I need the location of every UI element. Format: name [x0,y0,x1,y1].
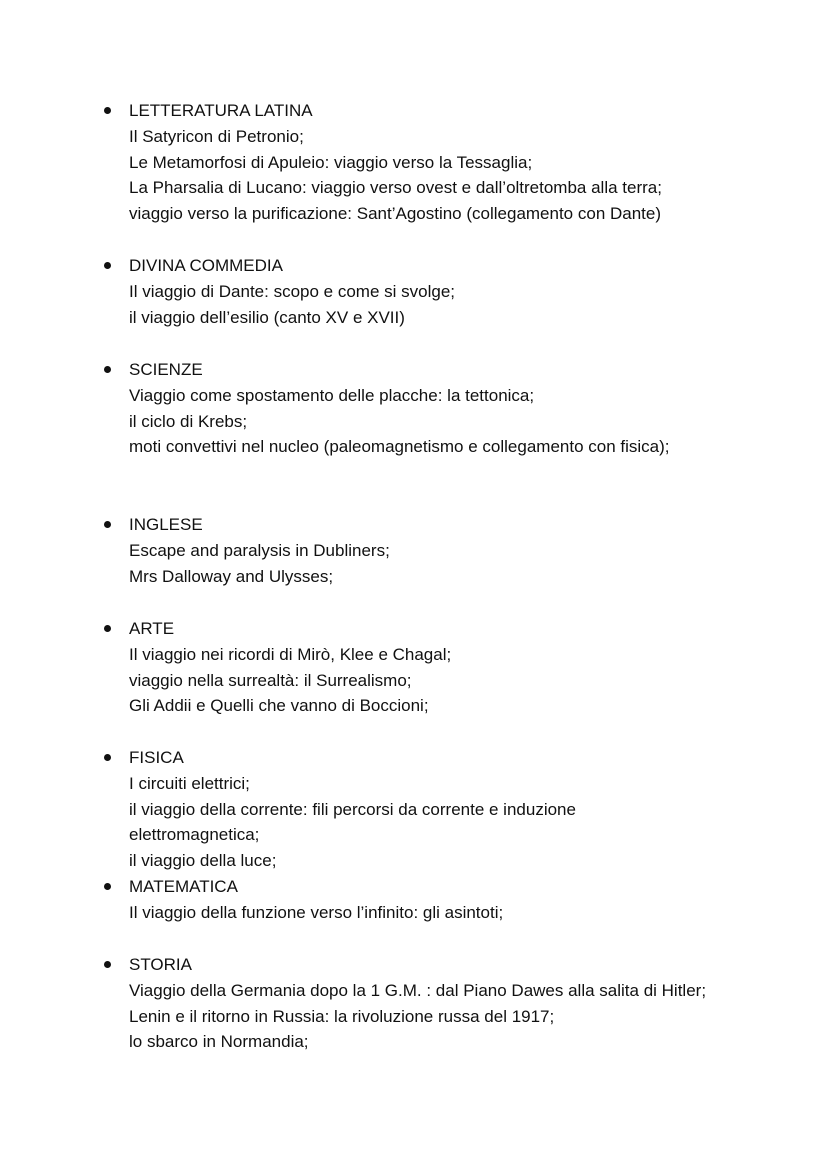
list-item: Il viaggio della funzione verso l’infinito: gli asintoti; [129,902,504,922]
section-divina-commedia [104,253,804,330]
section-heading [104,357,804,383]
bullet-icon [104,366,111,373]
section-storia [104,952,804,1055]
list-item: Escape and paralysis in Dubliners; [129,540,390,560]
heading-text: INGLESE [129,515,203,534]
list-item: viaggio verso la purificazione: Sant’Agostino (collegamento con Dante) [129,204,662,224]
heading-text: SCIENZE [129,360,203,379]
section-inglese [104,512,804,589]
heading-text: STORIA [129,955,192,974]
section-matematica [104,874,804,926]
list-item: Mrs Dalloway and Ulysses; [129,566,334,586]
section-heading [104,616,804,642]
list-item: elettromagnetica; [129,825,260,845]
list-item: il ciclo di Krebs; [129,411,248,431]
heading-text: MATEMATICA [129,877,238,896]
list-item: il viaggio della luce; [129,851,277,871]
section-heading [104,745,804,771]
section-fisica [104,745,804,874]
section-heading [104,952,804,978]
bullet-icon [104,521,111,528]
bullet-icon [104,961,111,968]
section-letteratura-latina [104,98,804,227]
list-item: Lenin e il ritorno in Russia: la rivoluzione russa del 1917; [129,1006,555,1026]
heading-text: LETTERATURA LATINA [129,101,313,120]
heading-text: ARTE [129,619,175,638]
section-heading [104,512,804,538]
list-item: il viaggio della corrente: fili percorsi da corrente e induzione [129,799,576,819]
bullet-icon [104,625,111,632]
list-item: I circuiti elettrici; [129,773,250,793]
heading-text: FISICA [129,748,184,767]
list-item: Le Metamorfosi di Apuleio: viaggio verso la Tessaglia; [129,152,533,172]
list-item: Viaggio come spostamento delle placche: la tettonica; [129,385,535,405]
section-heading [104,253,804,279]
list-item: Il viaggio nei ricordi di Mirò, Klee e Chagal; [129,644,452,664]
list-item: Il viaggio di Dante: scopo e come si svolge; [129,281,456,301]
list-item: La Pharsalia di Lucano: viaggio verso ovest e dall’oltretomba alla terra; [129,178,662,198]
list-item: moti convettivi nel nucleo (paleomagnetismo e collegamento con fisica); [129,437,670,457]
list-item: Viaggio della Germania dopo la 1 G.M. : dal Piano Dawes alla salita di Hitler; [129,980,707,1000]
bullet-icon [104,107,111,114]
bullet-icon [104,883,111,890]
section-arte [104,616,804,719]
section-heading [104,874,804,900]
heading-text: DIVINA COMMEDIA [129,256,283,275]
bullet-icon [104,754,111,761]
list-item: Gli Addii e Quelli che vanno di Boccioni; [129,696,429,716]
list-item: viaggio nella surrealtà: il Surrealismo; [129,670,412,690]
bullet-icon [104,262,111,269]
list-item: il viaggio dell’esilio (canto XV e XVII) [129,307,405,327]
list-item: lo sbarco in Normandia; [129,1032,309,1052]
section-scienze [104,357,804,460]
section-heading [104,98,804,124]
list-item: Il Satyricon di Petronio; [129,126,304,146]
